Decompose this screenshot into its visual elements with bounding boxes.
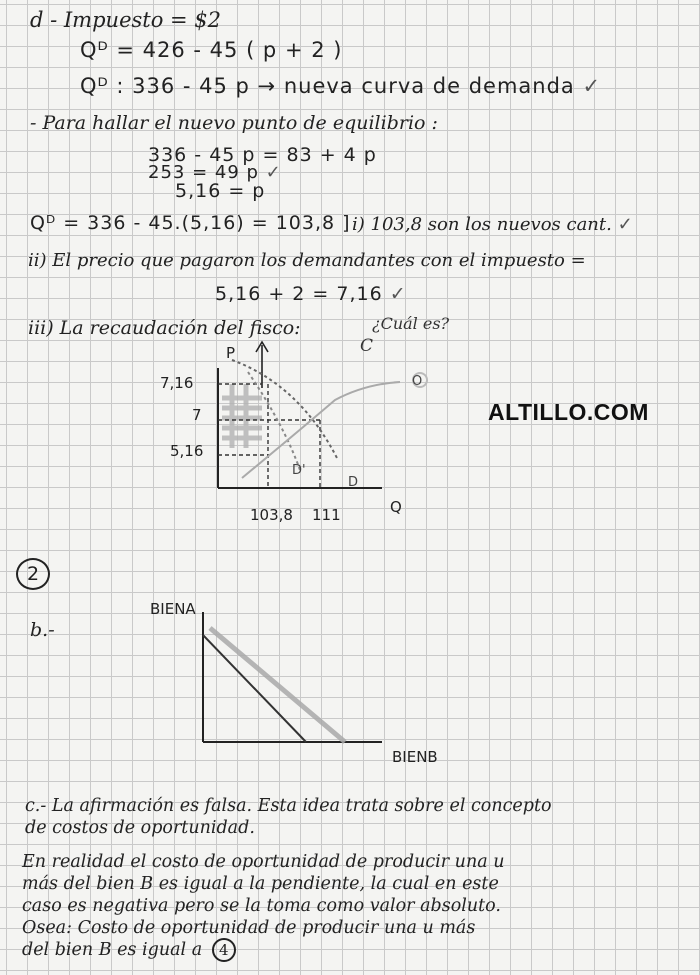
line-equation-1: 336 - 45 p = 83 + 4 p xyxy=(148,144,377,166)
ppf-line-shifted xyxy=(210,628,345,742)
line-c-5: caso es negativa pero se la toma como valor absoluto. xyxy=(22,896,501,916)
line-qd-original: Qᴰ = 426 - 45 ( p + 2 ) xyxy=(80,38,343,62)
curve-label-dprime: D' xyxy=(292,463,306,478)
graph1-x-label: Q xyxy=(390,498,402,516)
section-number-circle xyxy=(16,558,50,590)
line-ii-question: ii) El precio que pagaron los demandantes con el impuesto = xyxy=(28,250,586,271)
line-c-1: c.- La afirmación es falsa. Esta idea trata sobre el concepto xyxy=(25,796,552,816)
graph2-x-label: BIENB xyxy=(392,748,438,766)
qd-new-text: Qᴰ : 336 - 45 p → nueva curva de demanda xyxy=(80,74,575,98)
iii-annotation-c: C xyxy=(360,336,374,356)
iii-annotation-question: ¿Cuál es? xyxy=(372,314,450,333)
check-icon: ✓ xyxy=(582,74,602,98)
line-d-impuesto: d - Impuesto = $2 xyxy=(30,8,222,32)
price-tick-516: 5,16 xyxy=(170,442,204,460)
line-c-7 xyxy=(22,938,236,962)
line-c-4: más del bien B es igual a la pendiente, la cual en este xyxy=(22,874,499,894)
graph2-y-label: BIENA xyxy=(150,600,196,618)
check-icon: ✓ xyxy=(265,162,282,183)
c-7-text: del bien B es igual a xyxy=(22,940,203,960)
line-iii-question: iii) La recaudación del fisco: xyxy=(28,317,301,339)
watermark: ALTILLO.COM xyxy=(488,399,649,425)
tax-area-hatching xyxy=(222,384,262,448)
curve-label-o: O xyxy=(412,374,423,389)
qty-tick-1038: 103,8 xyxy=(250,506,293,524)
check-icon: ✓ xyxy=(389,283,407,305)
line-para-hallar: - Para hallar el nuevo punto de equilibrio : xyxy=(30,112,438,134)
curve-label-d: D xyxy=(348,475,359,490)
line-qd-value: Qᴰ = 336 - 45.(5,16) = 103,8 ] xyxy=(30,212,351,234)
ppf-line-original xyxy=(203,635,306,742)
check-icon: ✓ xyxy=(617,214,633,235)
qty-tick-111: 111 xyxy=(312,506,341,524)
graph1-y-label: P xyxy=(226,344,236,362)
equation-2-text: 253 = 49 p xyxy=(148,162,259,183)
line-c-2: de costos de oportunidad. xyxy=(25,818,255,838)
line-equation-3: 5,16 = p xyxy=(175,180,266,202)
line-b-label: b.- xyxy=(30,619,55,641)
line-c-6: Osea: Costo de oportunidad de producir una u más xyxy=(22,918,476,938)
price-tick-716: 7,16 xyxy=(160,374,194,392)
ii-equation-text: 5,16 + 2 = 7,16 xyxy=(215,283,383,305)
section-number: 2 xyxy=(26,563,40,585)
price-tick-7: 7 xyxy=(192,406,202,424)
circled-answer: 4 xyxy=(212,938,236,962)
i-answer-text: i) 103,8 son los nuevos cant. xyxy=(352,214,612,235)
line-c-3: En realidad el costo de oportunidad de producir una u xyxy=(22,852,505,872)
